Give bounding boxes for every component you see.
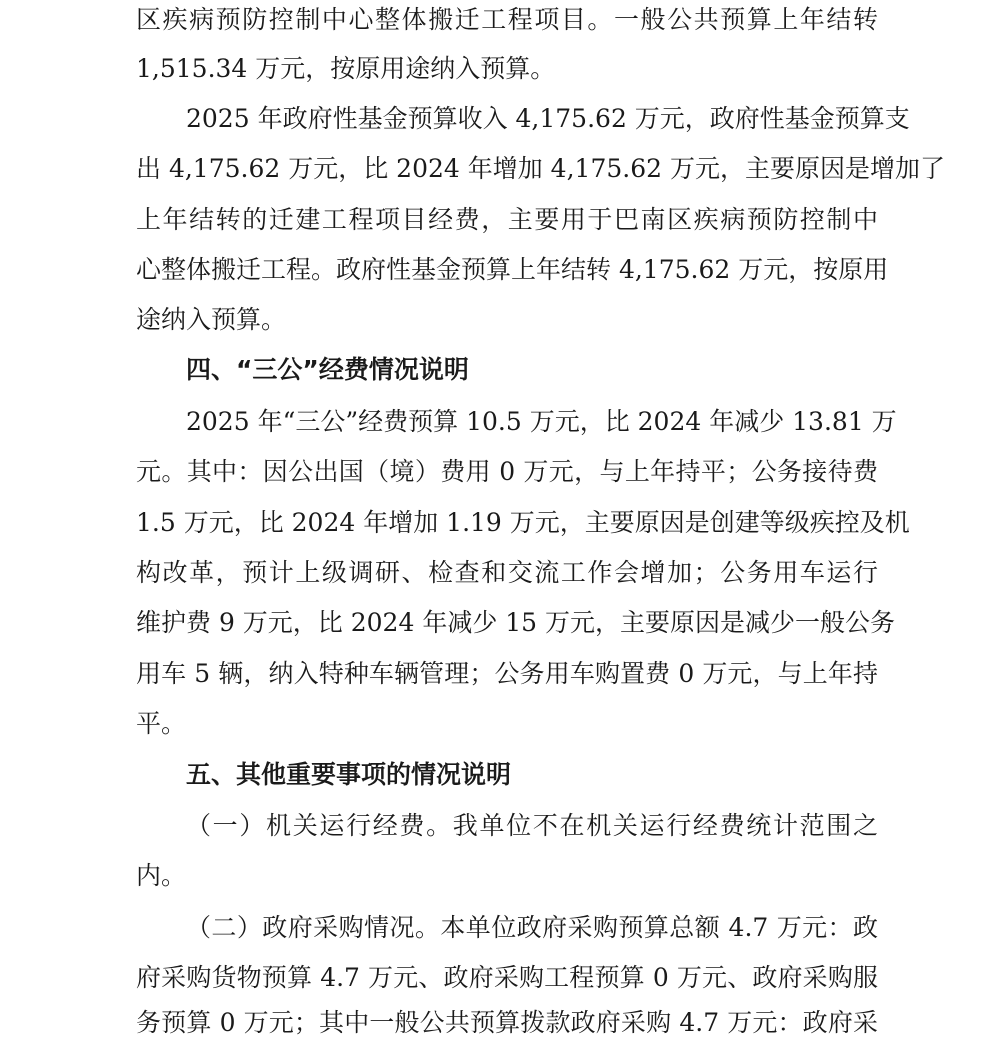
text-line: 务预算 0 万元；其中一般公共预算拨款政府采购 4.7 万元：政府采 (136, 1008, 878, 1037)
text-line: 维护费 9 万元，比 2024 年减少 15 万元，主要原因是减少一般公务 (136, 608, 896, 637)
text-line: 途纳入预算。 (136, 305, 287, 334)
text-line: 2025 年“三公”经费预算 10.5 万元，比 2024 年减少 13.81 万 (186, 407, 897, 436)
text-line: 府采购货物预算 4.7 万元、政府采购工程预算 0 万元、政府采购服 (136, 963, 878, 992)
text-line: 上年结转的迁建工程项目经费，主要用于巴南区疾病预防控制中 (136, 205, 878, 234)
text-line: （二）政府采购情况。本单位政府采购预算总额 4.7 万元：政 (186, 913, 878, 942)
text-line: 出 4,175.62 万元，比 2024 年增加 4,175.62 万元，主要原因是增加了 (136, 154, 945, 183)
text-line: 构改革，预计上级调研、检查和交流工作会增加；公务用车运行 (136, 558, 878, 587)
text-line: 1.5 万元，比 2024 年增加 1.19 万元，主要原因是创建等级疾控及机 (136, 508, 910, 537)
text-line: 区疾病预防控制中心整体搬迁工程项目。一般公共预算上年结转 (136, 5, 878, 34)
text-line: 2025 年政府性基金预算收入 4,175.62 万元，政府性基金预算支 (186, 104, 910, 133)
text-line: 1,515.34 万元，按原用途纳入预算。 (136, 54, 556, 83)
section-heading: 五、其他重要事项的情况说明 (186, 760, 512, 789)
text-line: 用车 5 辆，纳入特种车辆管理；公务用车购置费 0 万元，与上年持 (136, 659, 878, 688)
text-line: 平。 (136, 709, 187, 738)
text-line: （一）机关运行经费。我单位不在机关运行经费统计范围之 (186, 811, 878, 840)
text-line: 元。其中：因公出国（境）费用 0 万元，与上年持平；公务接待费 (136, 457, 878, 486)
text-line: 心整体搬迁工程。政府性基金预算上年结转 4,175.62 万元，按原用 (136, 255, 889, 284)
section-heading: 四、“三公”经费情况说明 (186, 355, 469, 384)
text-line: 内。 (136, 861, 187, 890)
